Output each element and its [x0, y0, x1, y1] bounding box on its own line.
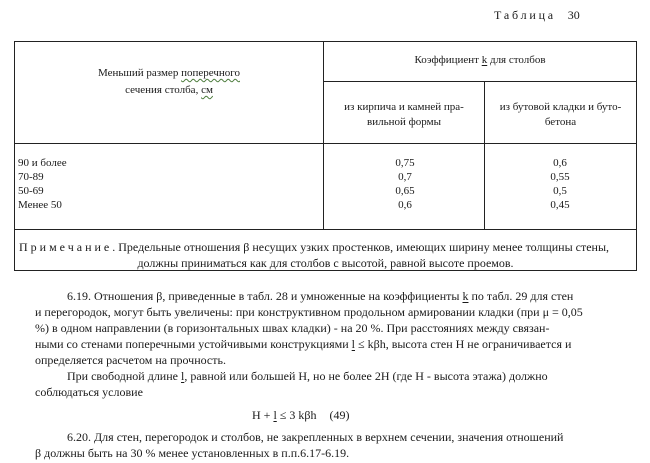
table-subheader-line — [323, 81, 637, 82]
row-brick: 0,6 — [398, 199, 412, 211]
table-caption — [494, 8, 580, 23]
note-line1: Примечание. Предельные отношения β несущих узких простенков, имеющих ширину менее толщины стены, — [19, 240, 610, 254]
note-line2: должны приниматься как для столбов с высотой, равной высоте проемов. — [137, 256, 514, 270]
row-rubble: 0,6 — [553, 157, 567, 169]
para-619-line4: ными со стенами поперечными устойчивыми конструкциями l ≤ kβh, высота стен Н не ограничивается и — [35, 337, 572, 351]
para-620-line2: β должны быть на 30 % менее установленных в п.п.6.17-6.19. — [35, 446, 350, 460]
row-brick: 0,75 — [395, 157, 415, 169]
subheader-brick: из кирпича и камней пра- вильной формы — [344, 101, 464, 128]
para-620-line1: 6.20. Для стен, перегородок и столбов, не закрепленных в верхнем сечении, значения отношений — [67, 430, 564, 444]
table-caption-label: Таблица — [494, 8, 556, 22]
header-size-line2: сечения столба, см — [125, 84, 213, 96]
row-size: Менее 50 — [18, 199, 62, 211]
header-size-line1: Меньший размер поперечного — [97, 67, 240, 79]
row-rubble: 0,5 — [553, 185, 567, 197]
row-size: 70-89 — [18, 171, 44, 183]
row-rubble: 0,55 — [550, 171, 570, 183]
para-free-line2: соблюдаться условие — [35, 385, 143, 399]
formula-49: H + l ≤ 3 kβh (49) — [252, 408, 350, 422]
row-brick: 0,65 — [395, 185, 415, 197]
row-rubble: 0,45 — [550, 199, 570, 211]
formula-number: (49) — [329, 408, 350, 422]
table-right-border — [636, 41, 637, 271]
para-619-line2: и перегородок, могут быть увеличены: при конструктивном продольном армировании кладки (при μ = 0,05 — [35, 305, 583, 319]
para-619-line3: %) в одном направлении (в горизонтальных швах кладки) - на 20 %. При расстояниях между связан- — [35, 321, 550, 335]
table-caption-number: 30 — [567, 8, 580, 22]
subheader-rubble: из бутовой кладки и буто- бетона — [499, 101, 622, 128]
header-coefficient: Коэффициент k для столбов — [414, 54, 546, 66]
table-top-border — [14, 41, 637, 42]
note-label: Примечание — [19, 240, 113, 254]
row-size: 90 и более — [18, 157, 67, 169]
para-619-line5: определяется расчетом на прочность. — [35, 353, 226, 367]
table-header-bottom — [14, 143, 637, 144]
table-body-bottom — [14, 229, 637, 230]
para-619-line1: 6.19. Отношения β, приведенные в табл. 28 и умноженные на коэффициенты k по табл. 29 для стен — [67, 289, 574, 303]
row-size: 50-69 — [18, 185, 44, 197]
row-brick: 0,7 — [398, 171, 412, 183]
table-divider-main — [323, 41, 324, 230]
para-free-line1: При свободной длине l, равной или большей Н, но не более 2Н (где Н - высота этажа) должно — [67, 369, 548, 383]
